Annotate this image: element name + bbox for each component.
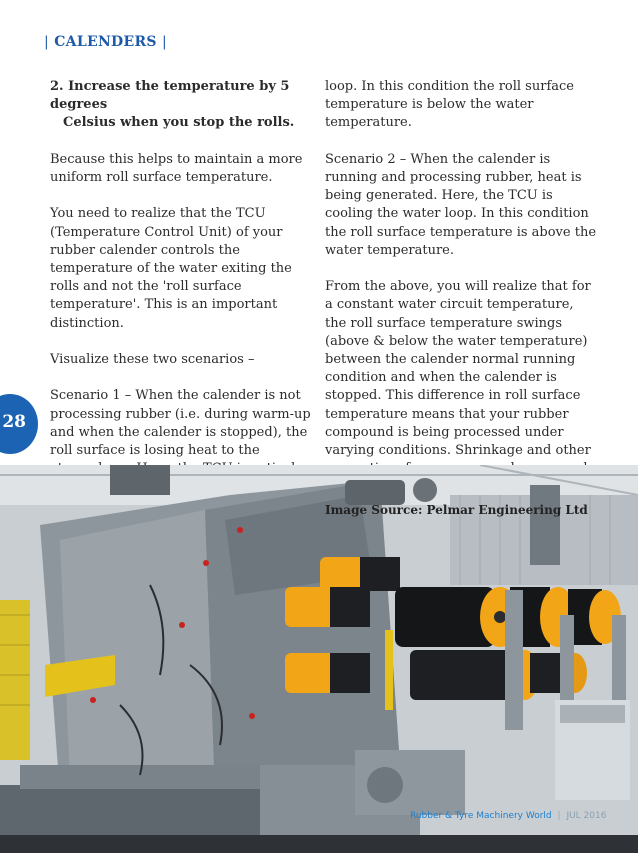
header-bar-right: |	[161, 34, 168, 50]
page-number-badge	[0, 394, 38, 454]
paragraph: loop. In this condition the roll surface temperature is below the water temperature.	[325, 79, 574, 131]
paragraph: Scenario 1 – When the calender is not processing rubber (i.e. during warm-up and when the calender is stopped), the roll surface is losing heat to the	[50, 388, 311, 458]
issue-date: JUL 2016	[566, 811, 607, 821]
footer-separator: |	[557, 811, 561, 821]
section-title: CALENDERS	[54, 34, 157, 50]
publication-name: Rubber & Tyre Machinery World	[410, 811, 552, 821]
left-column	[50, 78, 312, 515]
paragraph: Visualize these two scenarios –	[50, 352, 255, 367]
section-header	[44, 34, 167, 50]
footer	[410, 811, 606, 821]
paragraph: Scenario 2 – When the calender is running and processing rubber, heat is being generated. Here, the TCU is cooling the water loop. In this condition the roll surface temperature is above the water temperature.	[325, 151, 597, 258]
tip-heading-line2: Celsius when you stop the rolls.	[63, 115, 295, 131]
paragraph: Because this helps to maintain a more uniform roll surface temperature.	[50, 151, 303, 185]
paragraph: You need to realize that the TCU (Temperature Control Unit) of your rubber calender controls the temperature of the water exiting the rolls and not the 'roll surface temperature'. This is an important distinction.	[50, 206, 292, 331]
tip-heading-line1: 2. Increase the temperature by 5 degrees	[50, 79, 290, 113]
page-number: 28	[2, 412, 26, 432]
image-caption: Image Source: Pelmar Engineering Ltd	[325, 503, 588, 517]
paragraph: From the above, you will realize that for a constant water circuit temperature, the roll surface temperature swings (above & below the water temperature) between the calender normal running condition and when the calender is stopped. This difference in roll surface temperature means that your rubber compound is being processed under varying conditions. Shrinkage and other	[325, 279, 591, 459]
header-bar-left: |	[44, 34, 50, 50]
tip-heading	[50, 78, 312, 133]
right-column	[325, 78, 597, 515]
calender-machine-photo	[0, 465, 638, 853]
